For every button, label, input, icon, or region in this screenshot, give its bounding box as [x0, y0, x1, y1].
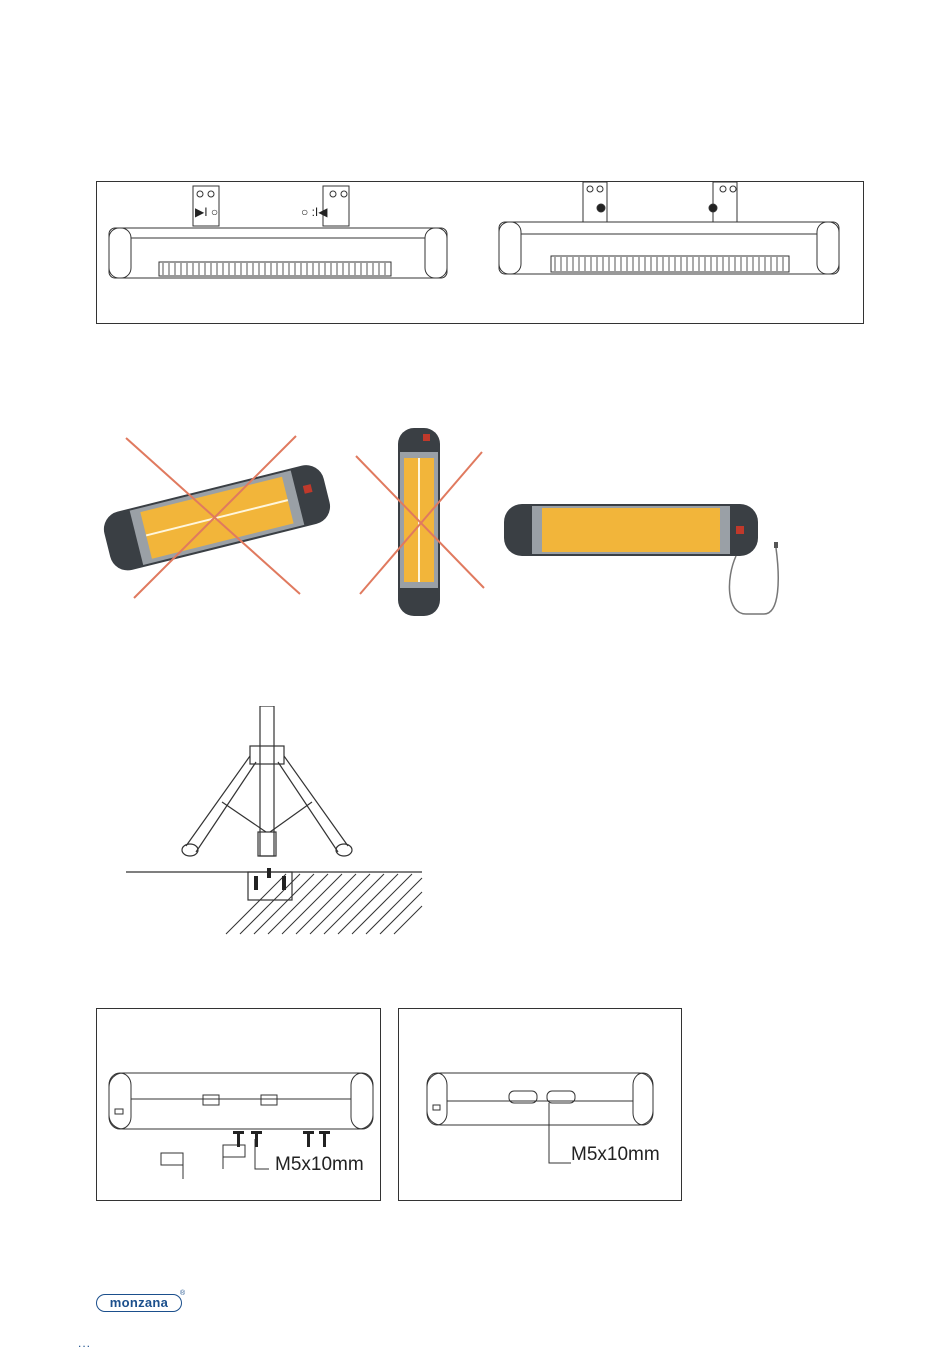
registered-mark: ®	[180, 1290, 186, 1297]
svg-text:○ :I◀: ○ :I◀	[301, 205, 328, 219]
screws	[233, 1131, 330, 1147]
brand-logo	[96, 1292, 186, 1314]
heater-left-with-brackets	[109, 186, 447, 278]
logo-wordmark: monzana	[109, 1295, 169, 1310]
screw-size-label-right: M5x10mm	[571, 1144, 660, 1165]
tripod-floor-mount-figure	[126, 706, 426, 938]
svg-text:▶I ○: ▶I ○	[195, 205, 219, 219]
page-marker: ...	[78, 1336, 92, 1350]
orientation-drawing	[96, 428, 796, 623]
bracket-screw-figure-right	[398, 1008, 682, 1201]
heater-tilted-wrong	[100, 461, 334, 574]
bracket-screw-drawing-right	[399, 1009, 681, 1200]
heater-right-mounted	[499, 182, 839, 274]
orientation-figure	[96, 428, 796, 623]
mounting-bracket-figure	[96, 181, 864, 324]
screw-size-label-left: M5x10mm	[275, 1154, 364, 1175]
tripod-drawing	[126, 706, 426, 938]
heater-horizontal-correct	[504, 504, 778, 614]
bracket-screw-figure-left	[96, 1008, 381, 1201]
mounting-bracket-drawing	[97, 182, 863, 323]
